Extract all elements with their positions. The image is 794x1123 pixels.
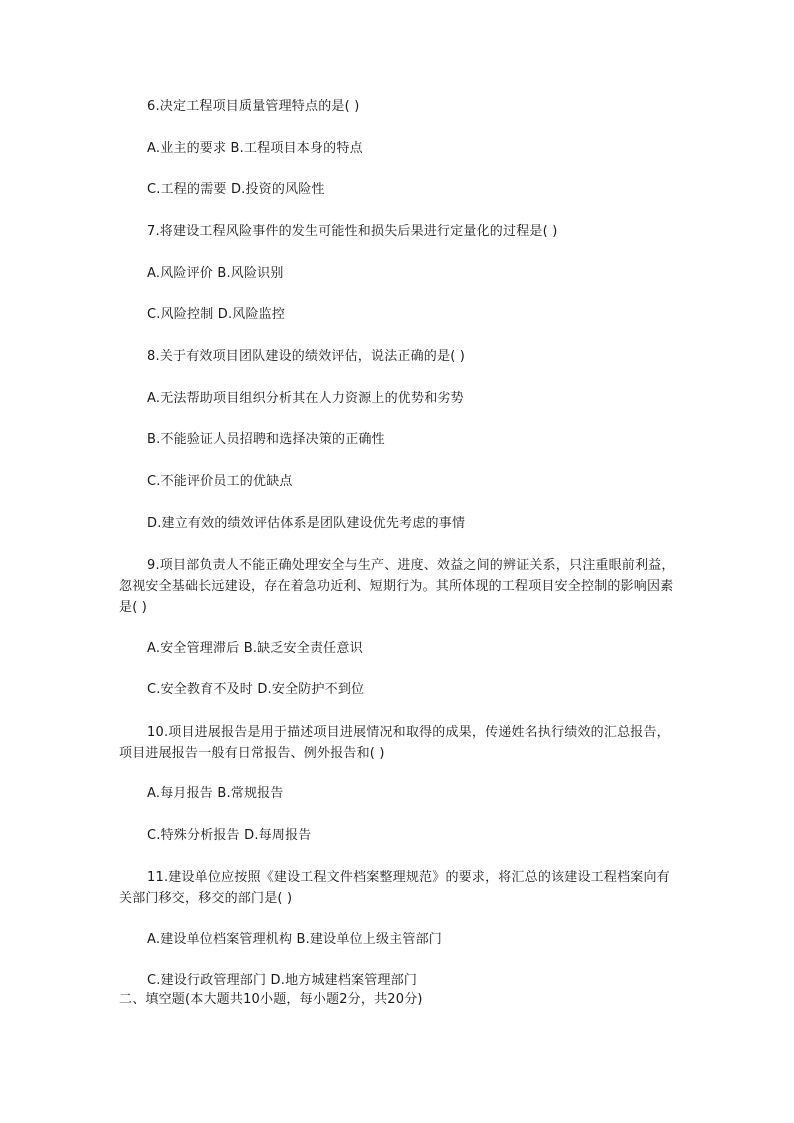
question-8-option-c: C.不能评价员工的优缺点 xyxy=(147,474,293,489)
question-7-options-cd: C.风险控制 D.风险监控 xyxy=(147,307,286,322)
question-11-options-cd: C.建设行政管理部门 D.地方城建档案管理部门 xyxy=(147,973,418,988)
question-11-stem: 11.建设单位应按照《建设工程文件档案整理规范》的要求，将汇总的该建设工程档案向有关部门移交，移交的部门是( ) xyxy=(119,870,670,906)
section-heading: 二、填空题(本大题共10小题，每小题2分，共20分) xyxy=(119,992,423,1007)
question-10-options-ab: A.每月报告 B.常规报告 xyxy=(147,786,284,801)
question-8-option-d: D.建立有效的绩效评估体系是团队建设优先考虑的事情 xyxy=(147,516,466,531)
question-8-stem: 8.关于有效项目团队建设的绩效评估，说法正确的是( ) xyxy=(147,349,466,364)
question-11-options-ab: A.建设单位档案管理机构 B.建设单位上级主管部门 xyxy=(147,932,442,947)
question-6-options-cd: C.工程的需要 D.投资的风险性 xyxy=(147,182,325,197)
question-7-options-ab: A.风险评价 B.风险识别 xyxy=(147,266,284,281)
question-8-option-b: B.不能验证人员招聘和选择决策的正确性 xyxy=(147,432,385,447)
question-6-stem: 6.决定工程项目质量管理特点的是( ) xyxy=(147,99,360,114)
question-9-stem: 9.项目部负责人不能正确处理安全与生产、进度、效益之间的辨证关系，只注重眼前利益，忽视安全基础长远建设，存在着急功近利、短期行为。其所体现的工程项目安全控制的影响因素是( ) xyxy=(119,558,675,615)
question-10-options-cd: C.特殊分析报告 D.每周报告 xyxy=(147,828,312,843)
question-8-option-a: A.无法帮助项目组织分析其在人力资源上的优势和劣势 xyxy=(147,391,464,406)
question-7-stem: 7.将建设工程风险事件的发生可能性和损失后果进行定量化的过程是( ) xyxy=(147,224,558,239)
question-9-options-ab: A.安全管理滞后 B.缺乏安全责任意识 xyxy=(147,641,363,656)
question-6-options-ab: A.业主的要求 B.工程项目本身的特点 xyxy=(147,141,363,156)
question-10-stem: 10.项目进展报告是用于描述项目进展情况和取得的成果，传递姓名执行绩效的汇总报告，项目进展报告一般有日常报告、例外报告和( ) xyxy=(119,725,670,761)
question-9-options-cd: C.安全教育不及时 D.安全防护不到位 xyxy=(147,682,365,697)
